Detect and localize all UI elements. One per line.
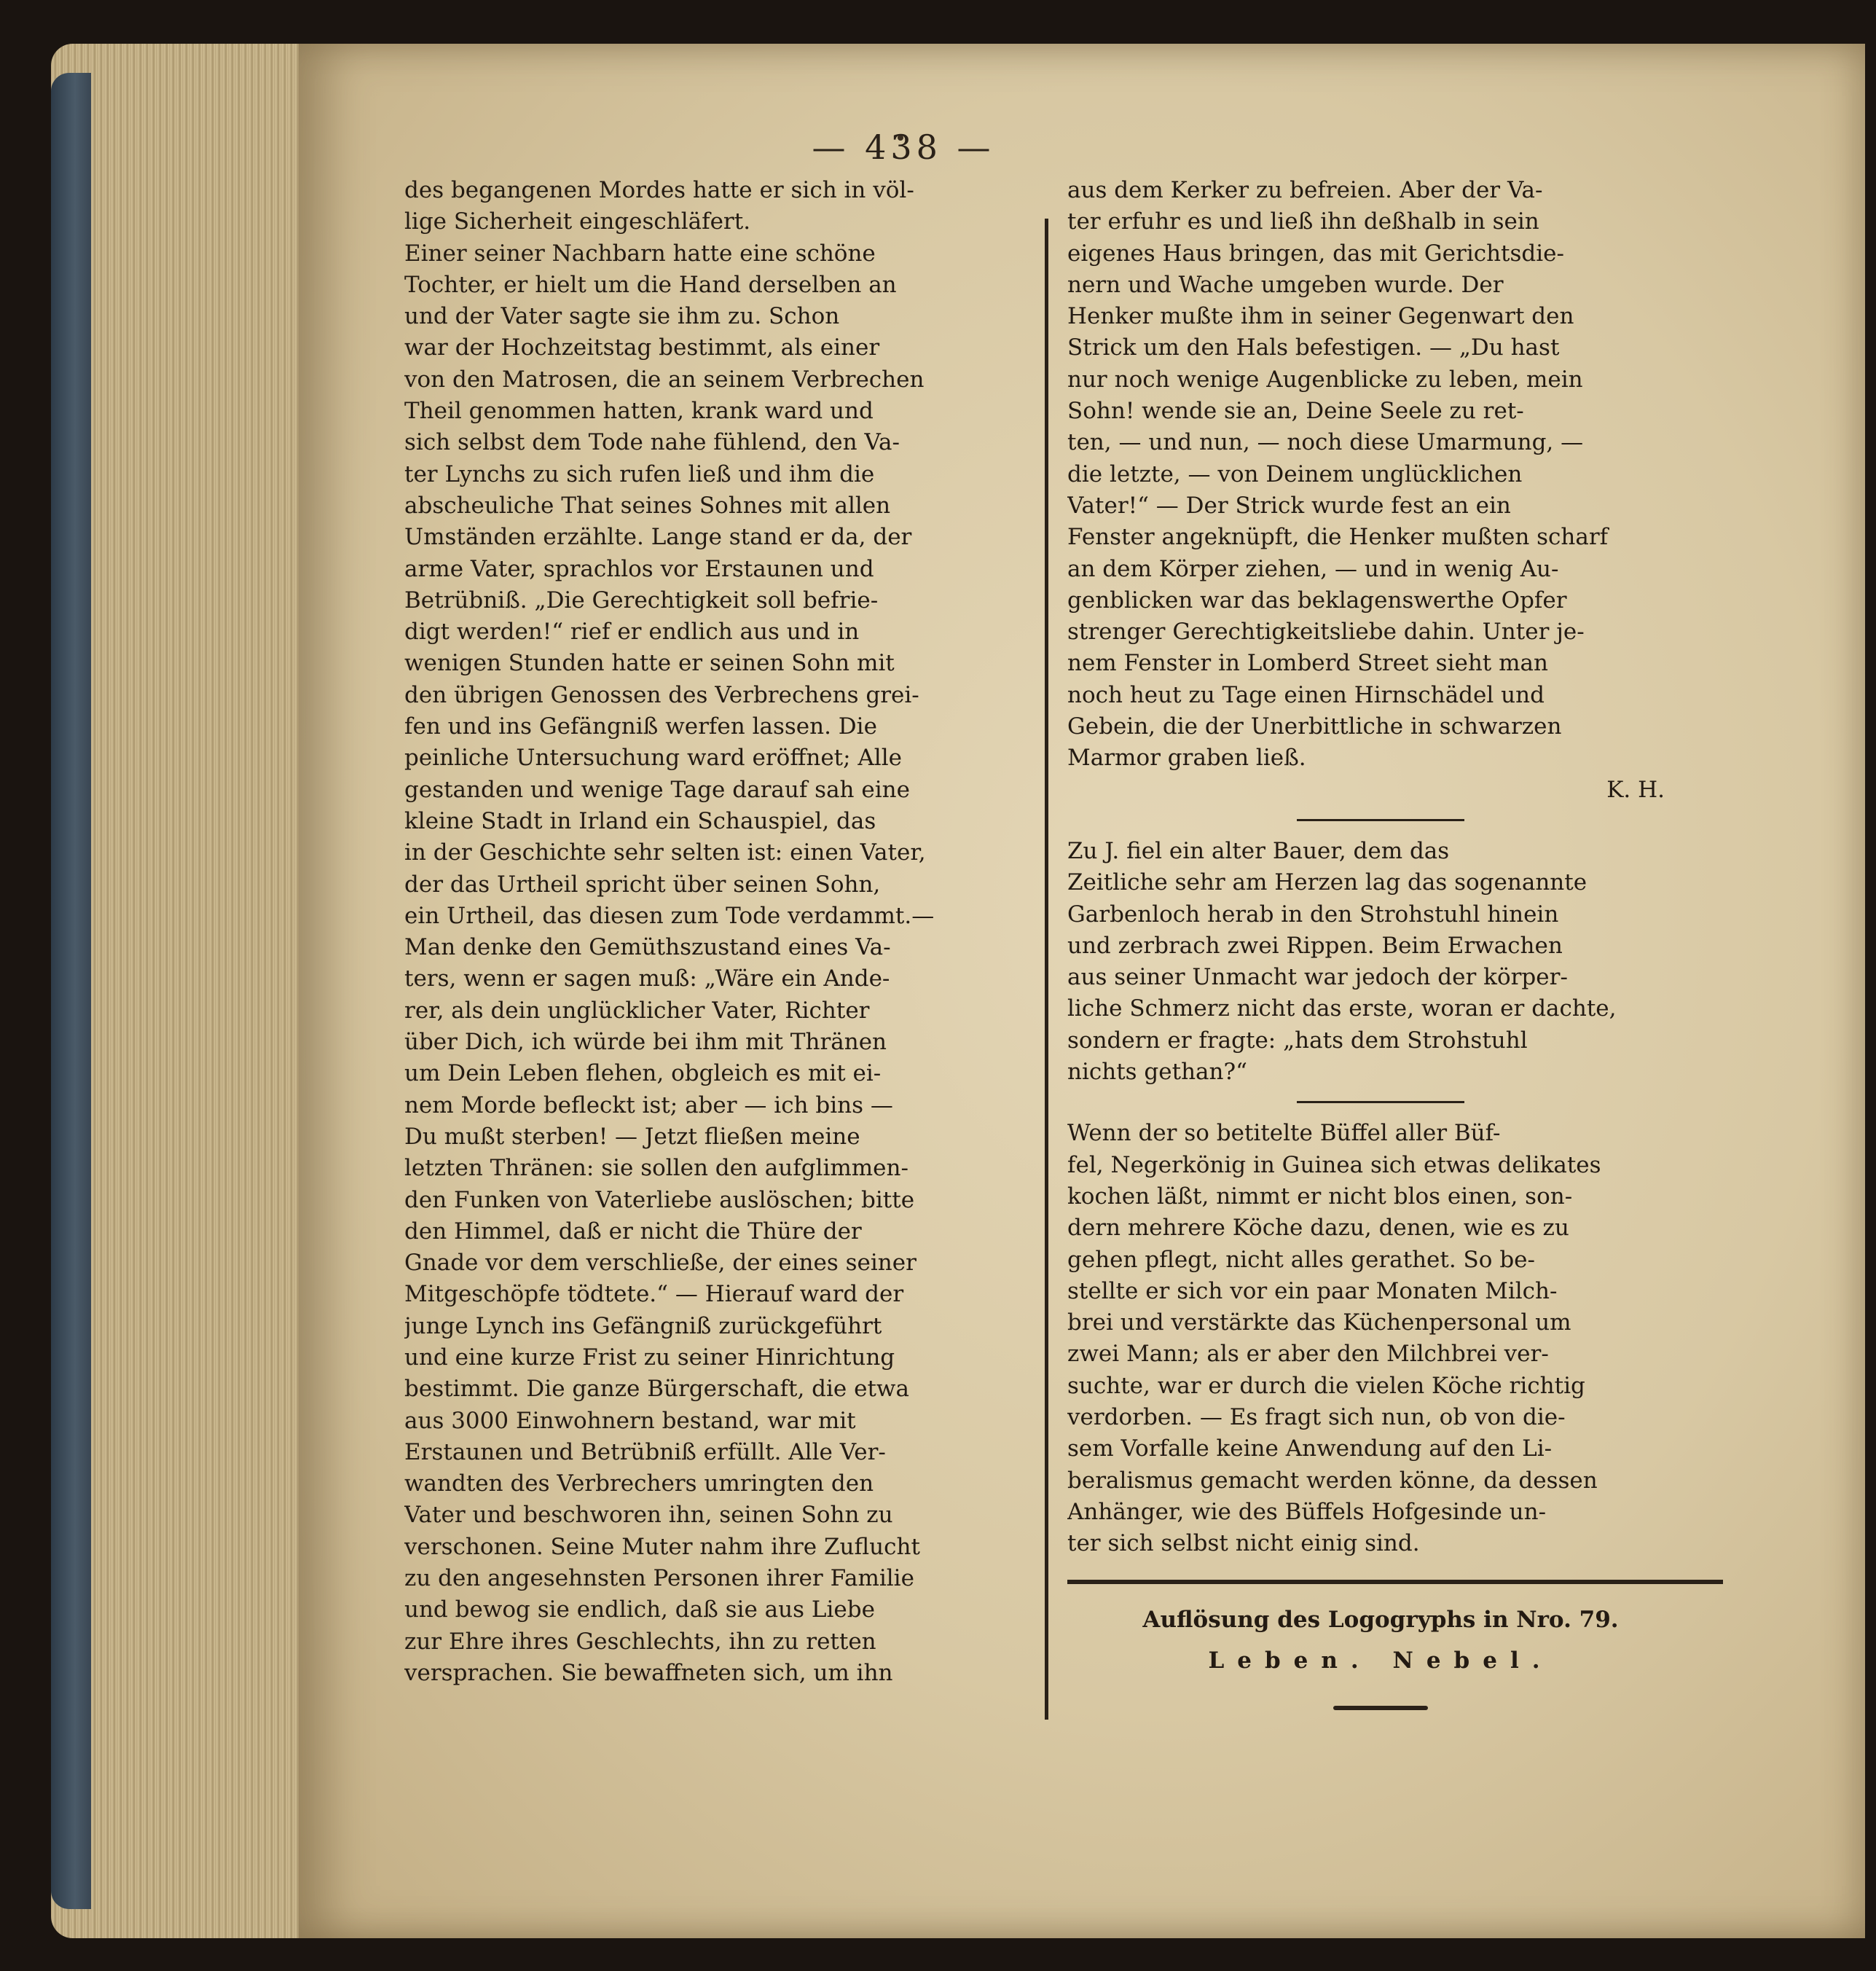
- text-line: Strick um den Hals befestigen. — „Du hast: [1067, 334, 1560, 361]
- text-line: sondern er fragte: „hats dem Strohstuhl: [1067, 1027, 1528, 1054]
- section-separator: [1297, 1101, 1464, 1103]
- text-line: digt werden!“ rief er endlich aus und in: [404, 619, 860, 646]
- text-line: Zeitliche sehr am Herzen lag das sogenannte: [1067, 869, 1587, 896]
- text-line: strenger Gerechtigkeitsliebe dahin. Unter je-: [1067, 619, 1585, 646]
- text-line: die letzte, — von Deinem unglücklichen: [1067, 461, 1523, 487]
- anecdote-farmer: [1067, 836, 1694, 1088]
- signature: K. H.: [1606, 776, 1665, 803]
- text-line: Sohn! wende sie an, Deine Seele zu ret-: [1067, 398, 1524, 425]
- text-line: sem Vorfalle keine Anwendung auf den Li-: [1067, 1435, 1553, 1462]
- solution-words: Leben. Nebel.: [1208, 1647, 1553, 1674]
- text-line: sich selbst dem Tode nahe fühlend, den Va-: [404, 429, 900, 456]
- text-line: fel, Negerkönig in Guinea sich etwas delikates: [1067, 1151, 1601, 1178]
- text-line: ters, wenn er sagen muß: „Wäre ein Ande-: [404, 965, 890, 992]
- text-line: Umständen erzählte. Lange stand er da, der: [404, 524, 912, 551]
- text-line: stellte er sich vor ein paar Monaten Milch-: [1067, 1277, 1558, 1304]
- text-line: Du mußt sterben! — Jetzt fließen meine: [404, 1123, 860, 1150]
- text-line: wandten des Verbrechers umringten den: [404, 1470, 874, 1497]
- text-line: den Himmel, daß er nicht die Thüre der: [404, 1218, 862, 1245]
- text-line: Vater und beschworen ihn, seinen Sohn zu: [404, 1502, 893, 1529]
- text-line: Wenn der so betitelte Büffel aller Büf-: [1067, 1120, 1501, 1147]
- text-line: Erstaunen und Betrübniß erfüllt. Alle Ver-: [404, 1438, 886, 1465]
- text-line: fen und ins Gefängniß werfen lassen. Die: [404, 713, 877, 740]
- text-line: peinliche Untersuchung ward eröffnet; Alle: [404, 745, 902, 772]
- text-line: den übrigen Genossen des Verbrechens grei-: [404, 681, 919, 708]
- text-line: Gnade vor dem verschließe, der eines seiner: [404, 1250, 917, 1277]
- text-line: und bewog sie endlich, daß sie aus Liebe: [404, 1596, 875, 1623]
- text-line: eigenes Haus bringen, das mit Gerichtsdie-: [1067, 240, 1564, 267]
- text-line: des begangenen Mordes hatte er sich in völ-: [404, 177, 914, 203]
- text-line: der das Urtheil spricht über seinen Sohn,: [404, 871, 881, 898]
- left-column: [404, 175, 1031, 1689]
- text-line: Gebein, die der Unerbittliche in schwarzen: [1067, 713, 1562, 740]
- text-line: dern mehrere Köche dazu, denen, wie es zu: [1067, 1215, 1569, 1242]
- text-line: den Funken von Vaterliebe auslöschen; bitte: [404, 1186, 915, 1213]
- page-number: — 438 —: [812, 128, 995, 167]
- column-divider: [1045, 219, 1048, 1720]
- text-line: versprachen. Sie bewaffneten sich, um ihn: [404, 1659, 893, 1686]
- text-line: Vater!“ — Der Strick wurde fest an ein: [1067, 492, 1511, 519]
- closing-ornament: [1333, 1706, 1428, 1710]
- text-line: Betrübniß. „Die Gerechtigkeit soll befrie-: [404, 587, 879, 614]
- text-line: Henker mußte ihm in seiner Gegenwart den: [1067, 303, 1574, 330]
- text-line: Einer seiner Nachbarn hatte eine schöne: [404, 240, 876, 267]
- text-line: nem Morde befleckt ist; aber — ich bins —: [404, 1092, 893, 1118]
- text-line: suchte, war er durch die vielen Köche richtig: [1067, 1372, 1585, 1399]
- text-line: gestanden und wenige Tage darauf sah eine: [404, 776, 910, 803]
- text-line: Theil genommen hatten, krank ward und: [404, 398, 874, 425]
- text-line: Garbenloch herab in den Strohstuhl hinein: [1067, 901, 1559, 928]
- text-line: aus 3000 Einwohnern bestand, war mit: [404, 1407, 856, 1434]
- text-line: kleine Stadt in Irland ein Schauspiel, das: [404, 807, 876, 834]
- text-line: kochen läßt, nimmt er nicht blos einen, son-: [1067, 1183, 1573, 1210]
- solution-title: Auflösung des Logogryphs in Nro. 79.: [1142, 1607, 1619, 1634]
- text-line: aus dem Kerker zu befreien. Aber der Va-: [1067, 177, 1543, 203]
- solution-rule: [1067, 1580, 1723, 1584]
- text-line: ter Lynchs zu sich rufen ließ und ihm die: [404, 461, 875, 487]
- text-line: an dem Körper ziehen, — und in wenig Au-: [1067, 555, 1559, 582]
- text-line: brei und verstärkte das Küchenpersonal um: [1067, 1309, 1571, 1336]
- right-column: [1067, 175, 1694, 1710]
- text-line: lige Sicherheit eingeschläfert.: [404, 208, 751, 235]
- text-line: ter sich selbst nicht einig sind.: [1067, 1530, 1420, 1557]
- text-line: Zu J. fiel ein alter Bauer, dem das: [1067, 837, 1450, 864]
- text-line: Fenster angeknüpft, die Henker mußten scharf: [1067, 524, 1609, 551]
- text-line: letzten Thränen: sie sollen den aufglimmen-: [404, 1155, 908, 1182]
- story-continuation: [1067, 175, 1694, 775]
- text-line: nern und Wache umgeben wurde. Der: [1067, 271, 1504, 298]
- text-line: Marmor graben ließ.: [1067, 745, 1306, 772]
- text-line: ten, — und nun, — noch diese Umarmung, —: [1067, 429, 1584, 456]
- text-line: zur Ehre ihres Geschlechts, ihn zu retten: [404, 1628, 876, 1655]
- text-line: wenigen Stunden hatte er seinen Sohn mit: [404, 650, 895, 677]
- text-line: Tochter, er hielt um die Hand derselben an: [404, 271, 897, 298]
- text-line: abscheuliche That seines Sohnes mit allen: [404, 492, 891, 519]
- text-line: und der Vater sagte sie ihm zu. Schon: [404, 303, 840, 330]
- book-cover-edge: [51, 73, 91, 1909]
- text-line: zu den angesehnsten Personen ihrer Familie: [404, 1565, 914, 1592]
- text-line: nem Fenster in Lomberd Street sieht man: [1067, 650, 1548, 677]
- text-line: war der Hochzeitstag bestimmt, als einer: [404, 334, 880, 361]
- section-separator: [1297, 819, 1464, 821]
- text-line: zwei Mann; als er aber den Milchbrei ver-: [1067, 1341, 1549, 1368]
- text-line: arme Vater, sprachlos vor Erstaunen und: [404, 555, 874, 582]
- text-line: beralismus gemacht werden könne, da dessen: [1067, 1467, 1598, 1494]
- text-line: genblicken war das beklagenswerthe Opfer: [1067, 587, 1567, 614]
- text-line: rer, als dein unglücklicher Vater, Richter: [404, 997, 870, 1024]
- text-line: verdorben. — Es fragt sich nun, ob von die-: [1067, 1403, 1566, 1430]
- anecdote-buffalo: [1067, 1118, 1694, 1559]
- text-line: ter erfuhr es und ließ ihn deßhalb in sein: [1067, 208, 1539, 235]
- text-line: ein Urtheil, das diesen zum Tode verdammt.—: [404, 902, 935, 929]
- text-line: nur noch wenige Augenblicke zu leben, mein: [1067, 366, 1583, 393]
- text-line: noch heut zu Tage einen Hirnschädel und: [1067, 681, 1545, 708]
- text-line: und zerbrach zwei Rippen. Beim Erwachen: [1067, 932, 1563, 959]
- text-line: und eine kurze Frist zu seiner Hinrichtung: [404, 1344, 895, 1371]
- text-line: verschonen. Seine Muter nahm ihre Zuflucht: [404, 1533, 920, 1560]
- text-line: Anhänger, wie des Büffels Hofgesinde un-: [1067, 1498, 1547, 1525]
- text-line: bestimmt. Die ganze Bürgerschaft, die etwa: [404, 1376, 909, 1403]
- text-line: um Dein Leben flehen, obgleich es mit ei-: [404, 1060, 882, 1087]
- text-line: in der Geschichte sehr selten ist: einen Vater,: [404, 839, 926, 866]
- text-line: aus seiner Unmacht war jedoch der körper-: [1067, 964, 1568, 991]
- text-line: von den Matrosen, die an seinem Verbrechen: [404, 366, 925, 393]
- text-line: nichts gethan?“: [1067, 1059, 1247, 1086]
- text-line: Mitgeschöpfe tödtete.“ — Hierauf ward der: [404, 1281, 904, 1308]
- text-line: liche Schmerz nicht das erste, woran er dachte,: [1067, 995, 1617, 1022]
- text-line: gehen pflegt, nicht alles gerathet. So be-: [1067, 1246, 1535, 1273]
- text-line: Man denke den Gemüthszustand eines Va-: [404, 934, 891, 961]
- text-line: über Dich, ich würde bei ihm mit Thränen: [404, 1029, 887, 1056]
- text-line: junge Lynch ins Gefängniß zurückgeführt: [404, 1312, 882, 1339]
